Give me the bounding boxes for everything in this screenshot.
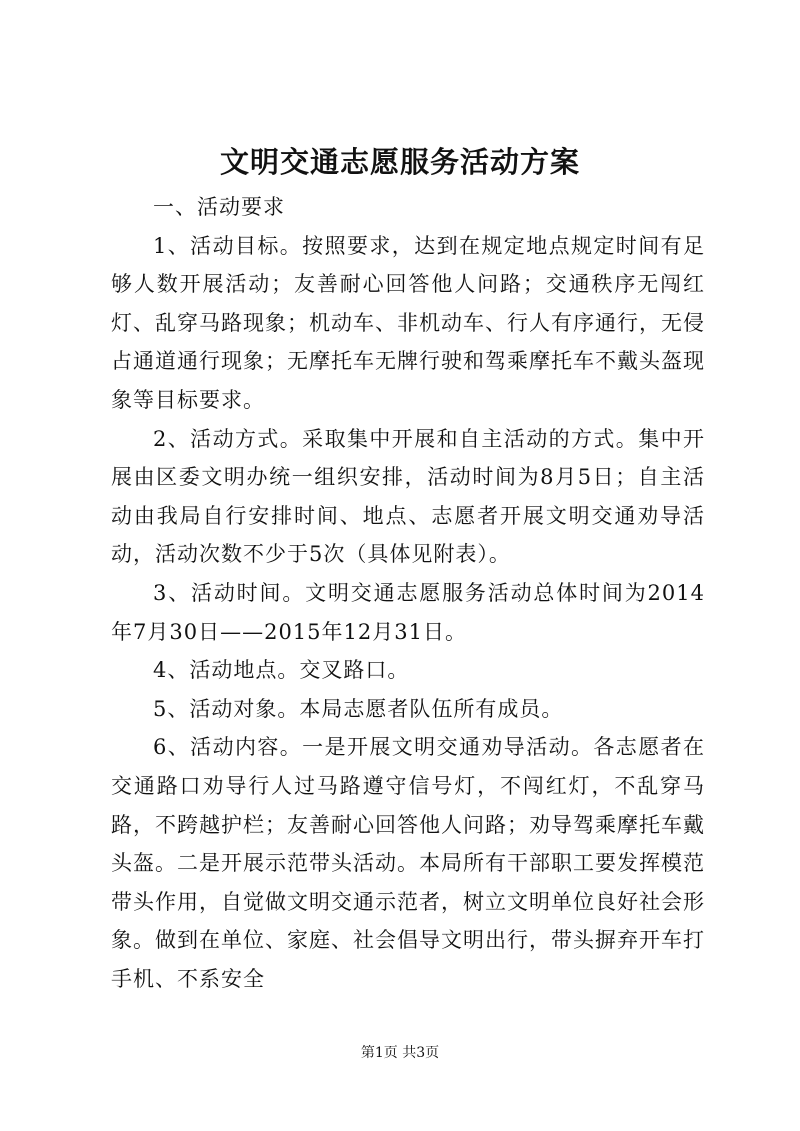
paragraph-activity-content: 6、活动内容。一是开展文明交通劝导活动。各志愿者在交通路口劝导行人过马路遵守信号灯，不闯红灯，不乱穿马路，不跨越护栏；友善耐心回答他人问路；劝导驾乘摩托车戴头盔。二是开展示范带头活动。本局所有干部职工要发挥模范带头作用，自觉做文明交通示范者，树立文明单位良好社会形象。做到在单位、家庭、社会倡导文明出行，带头摒弃开车打手机、不系安全 bbox=[111, 735, 705, 991]
document-title: 文明交通志愿服务活动方案 bbox=[219, 145, 580, 179]
section-heading: 一、活动要求 bbox=[153, 195, 285, 219]
paragraph-activity-target: 5、活动对象。本局志愿者队伍所有成员。 bbox=[153, 696, 564, 721]
document-body bbox=[111, 188, 705, 998]
paragraph-activity-time: 3、活动时间。文明交通志愿服务活动总体时间为2014年7月30日——2015年12月31日。 bbox=[111, 580, 705, 644]
paragraph-activity-method: 2、活动方式。采取集中开展和自主活动的方式。集中开展由区委文明办统一组织安排，活动时间为8月5日；自主活动由我局自行安排时间、地点、志愿者开展文明交通劝导活动，活动次数不少于5次（具体见附表）。 bbox=[111, 426, 705, 567]
page-footer: 第1页 共3页 bbox=[360, 1045, 440, 1061]
paragraph-activity-goal: 1、活动目标。按照要求，达到在规定地点规定时间有足够人数开展活动；友善耐心回答他人问路；交通秩序无闯红灯、乱穿马路现象；机动车、非机动车、行人有序通行，无侵占通道通行现象；无摩托车无牌行驶和驾乘摩托车不戴头盔现象等目标要求。 bbox=[111, 233, 705, 412]
paragraph-activity-location: 4、活动地点。交叉路口。 bbox=[153, 658, 410, 683]
